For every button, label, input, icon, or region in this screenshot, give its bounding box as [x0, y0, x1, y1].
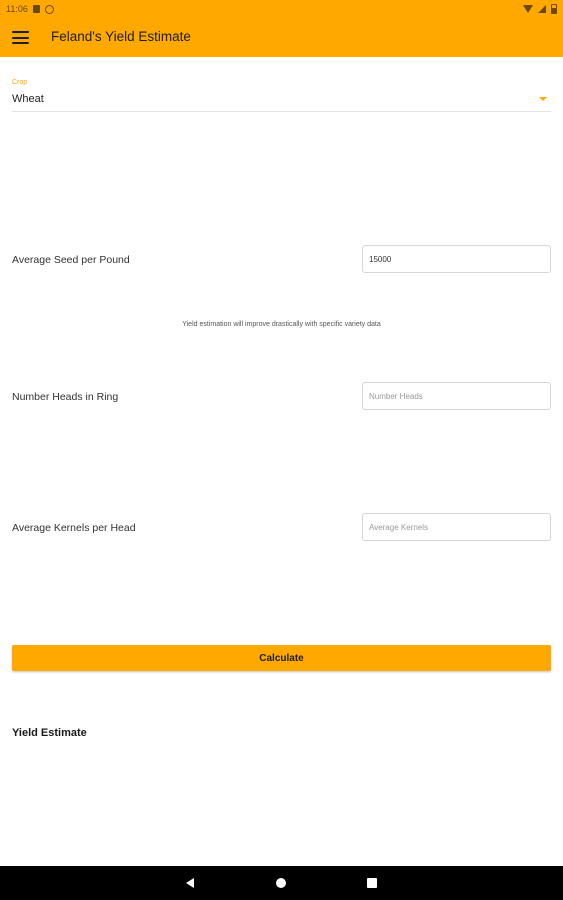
status-bar — [0, 0, 563, 18]
calculate-button[interactable]: Calculate — [12, 645, 551, 671]
kernels-per-head-input[interactable] — [362, 513, 551, 541]
crop-dropdown[interactable] — [12, 76, 551, 112]
app-title: Feland's Yield Estimate — [51, 29, 191, 44]
kernels-per-head-label: Average Kernels per Head — [12, 522, 136, 534]
heads-in-ring-label: Number Heads in Ring — [12, 391, 119, 403]
signal-icon — [538, 5, 546, 13]
wifi-icon — [523, 5, 533, 13]
navigation-bar — [0, 866, 563, 900]
notification-icon — [33, 5, 40, 13]
crop-label: Crop — [12, 79, 28, 86]
sync-icon — [45, 5, 54, 14]
app-bar — [0, 18, 563, 57]
crop-underline — [12, 111, 551, 112]
variety-hint: Yield estimation will improve drastically with specific variety data — [182, 321, 381, 328]
status-right — [523, 4, 557, 14]
heads-in-ring-input[interactable] — [362, 382, 551, 410]
menu-icon-line — [12, 37, 29, 39]
status-left — [6, 4, 54, 14]
menu-icon[interactable] — [12, 31, 29, 44]
recents-icon[interactable] — [367, 878, 377, 888]
yield-estimate-heading: Yield Estimate — [12, 727, 87, 739]
status-time: 11:06 — [6, 4, 28, 14]
crop-selected-value: Wheat — [12, 93, 44, 105]
menu-icon-line — [12, 42, 29, 44]
menu-icon-line — [12, 31, 29, 33]
seed-per-pound-label: Average Seed per Pound — [12, 254, 130, 266]
back-icon[interactable] — [186, 878, 194, 888]
home-icon[interactable] — [276, 878, 286, 888]
seed-per-pound-input[interactable] — [362, 245, 551, 273]
battery-icon — [551, 4, 557, 14]
chevron-down-icon[interactable] — [539, 97, 547, 101]
